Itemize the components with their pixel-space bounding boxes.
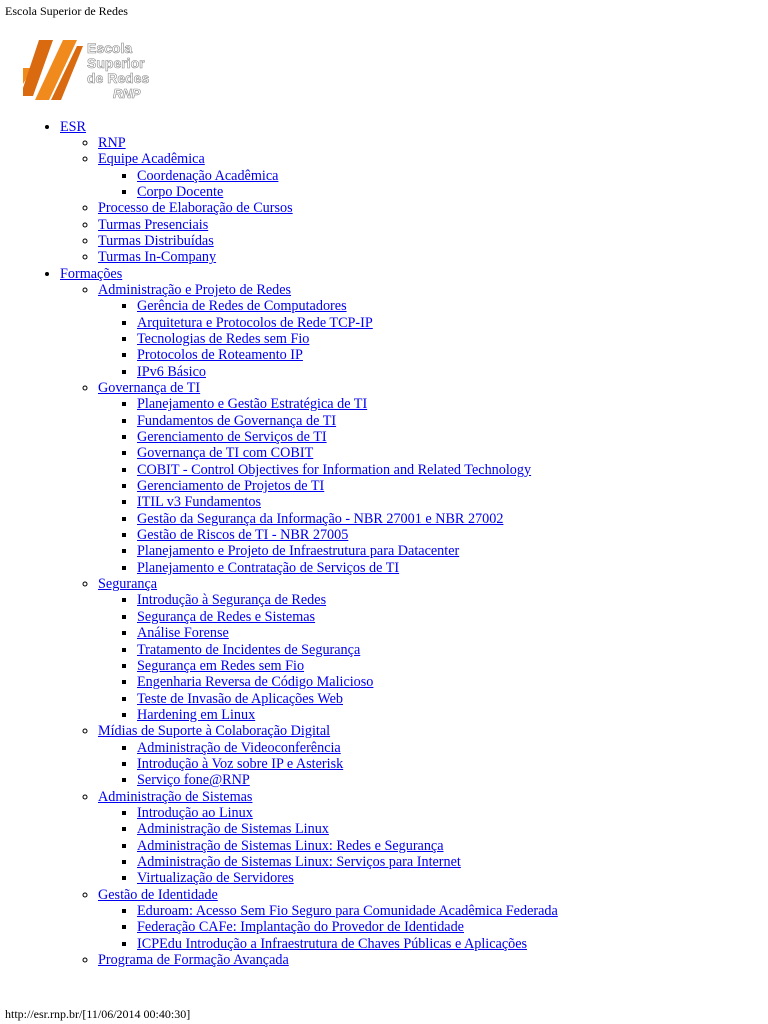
nav-list-level-3 [98, 396, 768, 576]
nav-course-link[interactable]: Teste de Invasão de Aplicações Web [137, 690, 343, 707]
nav-course-link[interactable]: Planejamento e Contratação de Serviços de TI [137, 559, 400, 576]
nav-course-link[interactable]: Protocolos de Roteamento IP [137, 347, 303, 364]
nav-category-item [98, 249, 768, 265]
page-header-title: Escola Superior de Redes [5, 4, 128, 18]
nav-course-item [137, 494, 768, 510]
nav-category-link[interactable]: Mídias de Suporte à Colaboração Digital [98, 723, 331, 740]
logo-wordmark [87, 40, 149, 101]
esr-logo-graphic [21, 38, 149, 102]
nav-course-item [137, 364, 768, 380]
nav-course-link[interactable]: Administração de Videoconferência [137, 739, 341, 756]
nav-course-item [137, 838, 768, 854]
nav-course-link[interactable]: COBIT - Control Objectives for Information and Related Technology [137, 461, 532, 478]
nav-category-link[interactable]: Programa de Formação Avançada [98, 952, 289, 969]
nav-category-link[interactable]: Equipe Acadêmica [98, 151, 205, 168]
nav-course-link[interactable]: Serviço fone@RNP [137, 772, 250, 789]
nav-category-link[interactable]: Turmas Presenciais [98, 216, 209, 233]
nav-section-link[interactable]: ESR [60, 118, 87, 135]
nav-course-item [137, 396, 768, 412]
nav-course-item [137, 347, 768, 363]
nav-category-item [98, 282, 768, 380]
nav-category-item [98, 723, 768, 788]
nav-course-item [137, 691, 768, 707]
nav-course-item [137, 625, 768, 641]
nav-course-item [137, 478, 768, 494]
nav-list-level-3 [98, 592, 768, 723]
nav-course-link[interactable]: Gerência de Redes de Computadores [137, 298, 347, 315]
nav-course-link[interactable]: Virtualização de Servidores [137, 870, 294, 887]
nav-course-item [137, 560, 768, 576]
nav-category-link[interactable]: Gestão de Identidade [98, 886, 218, 903]
nav-list-level-1 [0, 119, 768, 969]
nav-course-item [137, 936, 768, 952]
nav-course-link[interactable]: Tratamento de Incidentes de Segurança [137, 641, 361, 658]
nav-course-link[interactable]: Gerenciamento de Serviços de TI [137, 429, 327, 446]
nav-course-item [137, 756, 768, 772]
nav-course-item [137, 903, 768, 919]
nav-category-link[interactable]: Turmas In-Company [98, 249, 217, 266]
nav-course-item [137, 642, 768, 658]
nav-course-item [137, 854, 768, 870]
nav-course-item [137, 462, 768, 478]
nav-course-link[interactable]: Coordenação Acadêmica [137, 167, 279, 184]
nav-category-item [98, 789, 768, 887]
nav-course-link[interactable]: Governança de TI com COBIT [137, 445, 314, 462]
nav-list-level-3 [98, 805, 768, 887]
logo-line-4: RNP [113, 86, 141, 101]
nav-course-item [137, 870, 768, 886]
nav-category-link[interactable]: Governança de TI [98, 380, 201, 396]
nav-course-item [137, 298, 768, 314]
nav-course-link[interactable]: Segurança em Redes sem Fio [137, 657, 305, 674]
nav-category-item [98, 952, 768, 968]
nav-course-item [137, 919, 768, 935]
nav-course-link[interactable]: Administração de Sistemas Linux [137, 821, 329, 838]
logo-line-2: Superior [87, 55, 145, 71]
nav-course-link[interactable]: Administração de Sistemas Linux: Redes e Segurança [137, 837, 444, 854]
nav-list-level-2 [60, 282, 768, 968]
nav-course-link[interactable]: Introdução à Voz sobre IP e Asterisk [137, 755, 344, 772]
nav-course-link[interactable]: Eduroam: Acesso Sem Fio Seguro para Comunidade Acadêmica Federada [137, 903, 558, 919]
nav-course-link[interactable]: ITIL v3 Fundamentos [137, 494, 261, 511]
nav-course-link[interactable]: Corpo Docente [137, 183, 224, 200]
nav-course-item [137, 511, 768, 527]
nav-list-level-3 [98, 903, 768, 952]
nav-category-item [98, 151, 768, 200]
nav-course-item [137, 184, 768, 200]
nav-course-item [137, 429, 768, 445]
nav-list-level-3 [98, 168, 768, 201]
nav-category-link[interactable]: Administração e Projeto de Redes [98, 281, 292, 298]
nav-course-item [137, 772, 768, 788]
nav-course-item [137, 445, 768, 461]
nav-course-link[interactable]: Gestão de Riscos de TI - NBR 27005 [137, 527, 349, 544]
esr-logo[interactable] [21, 38, 149, 102]
nav-course-item [137, 821, 768, 837]
nav-category-item [98, 217, 768, 233]
nav-course-link[interactable]: Hardening em Linux [137, 706, 256, 723]
nav-course-link[interactable]: ICPEdu Introdução a Infraestrutura de Chaves Públicas e Aplicações [137, 935, 528, 952]
nav-category-link[interactable]: Administração de Sistemas [98, 788, 253, 805]
nav-course-item [137, 674, 768, 690]
nav-category-item [98, 887, 768, 952]
nav-course-link[interactable]: Introdução à Segurança de Redes [137, 592, 327, 609]
nav-course-link[interactable]: Administração de Sistemas Linux: Serviços para Internet [137, 853, 461, 870]
logo-line-3: de Redes [87, 70, 149, 86]
nav-category-link[interactable]: Segurança [98, 576, 158, 593]
nav-course-item [137, 658, 768, 674]
nav-course-link[interactable]: Análise Forense [137, 625, 229, 642]
nav-course-link[interactable]: Federação CAFe: Implantação do Provedor de Identidade [137, 919, 464, 936]
nav-section-item [60, 119, 768, 266]
nav-course-item [137, 315, 768, 331]
nav-course-link[interactable]: Arquitetura e Protocolos de Rede TCP-IP [137, 314, 373, 331]
nav-category-item [98, 135, 768, 151]
nav-list-level-3 [98, 740, 768, 789]
nav-list-level-2 [60, 135, 768, 266]
nav-course-link[interactable]: Gerenciamento de Projetos de TI [137, 478, 325, 495]
nav-course-item [137, 609, 768, 625]
nav-category-item [98, 233, 768, 249]
nav-section-item [60, 266, 768, 969]
site-navigation [0, 119, 768, 969]
nav-category-item [98, 576, 768, 723]
nav-list-level-3 [98, 298, 768, 380]
footer-url-timestamp: http://esr.rnp.br/[11/06/2014 00:40:30] [5, 1007, 191, 1021]
nav-category-link[interactable]: RNP [98, 134, 126, 151]
nav-course-link[interactable]: Engenharia Reversa de Código Malicioso [137, 674, 374, 691]
logo-line-1: Escola [87, 40, 133, 56]
nav-category-link[interactable]: Turmas Distribuídas [98, 232, 214, 249]
nav-course-item [137, 805, 768, 821]
nav-course-link[interactable]: Fundamentos de Governança de TI [137, 412, 337, 429]
nav-section-link[interactable]: Formações [60, 265, 123, 282]
nav-category-link[interactable]: Processo de Elaboração de Cursos [98, 200, 293, 217]
nav-course-item [137, 413, 768, 429]
nav-course-link[interactable]: Introdução ao Linux [137, 804, 253, 821]
nav-category-item [98, 200, 768, 216]
nav-course-link[interactable]: Gestão da Segurança da Informação - NBR 27001 e NBR 27002 [137, 510, 504, 527]
nav-course-link[interactable]: Segurança de Redes e Sistemas [137, 608, 316, 625]
nav-category-item [98, 380, 768, 576]
nav-course-item [137, 543, 768, 559]
nav-course-item [137, 168, 768, 184]
nav-course-item [137, 527, 768, 543]
nav-course-item [137, 707, 768, 723]
nav-course-item [137, 740, 768, 756]
nav-course-link[interactable]: Planejamento e Projeto de Infraestrutura para Datacenter [137, 543, 460, 560]
nav-course-item [137, 331, 768, 347]
nav-course-link[interactable]: Planejamento e Gestão Estratégica de TI [137, 396, 368, 413]
nav-course-link[interactable]: IPv6 Básico [137, 363, 206, 380]
nav-course-link[interactable]: Tecnologias de Redes sem Fio [137, 330, 310, 347]
nav-course-item [137, 592, 768, 608]
